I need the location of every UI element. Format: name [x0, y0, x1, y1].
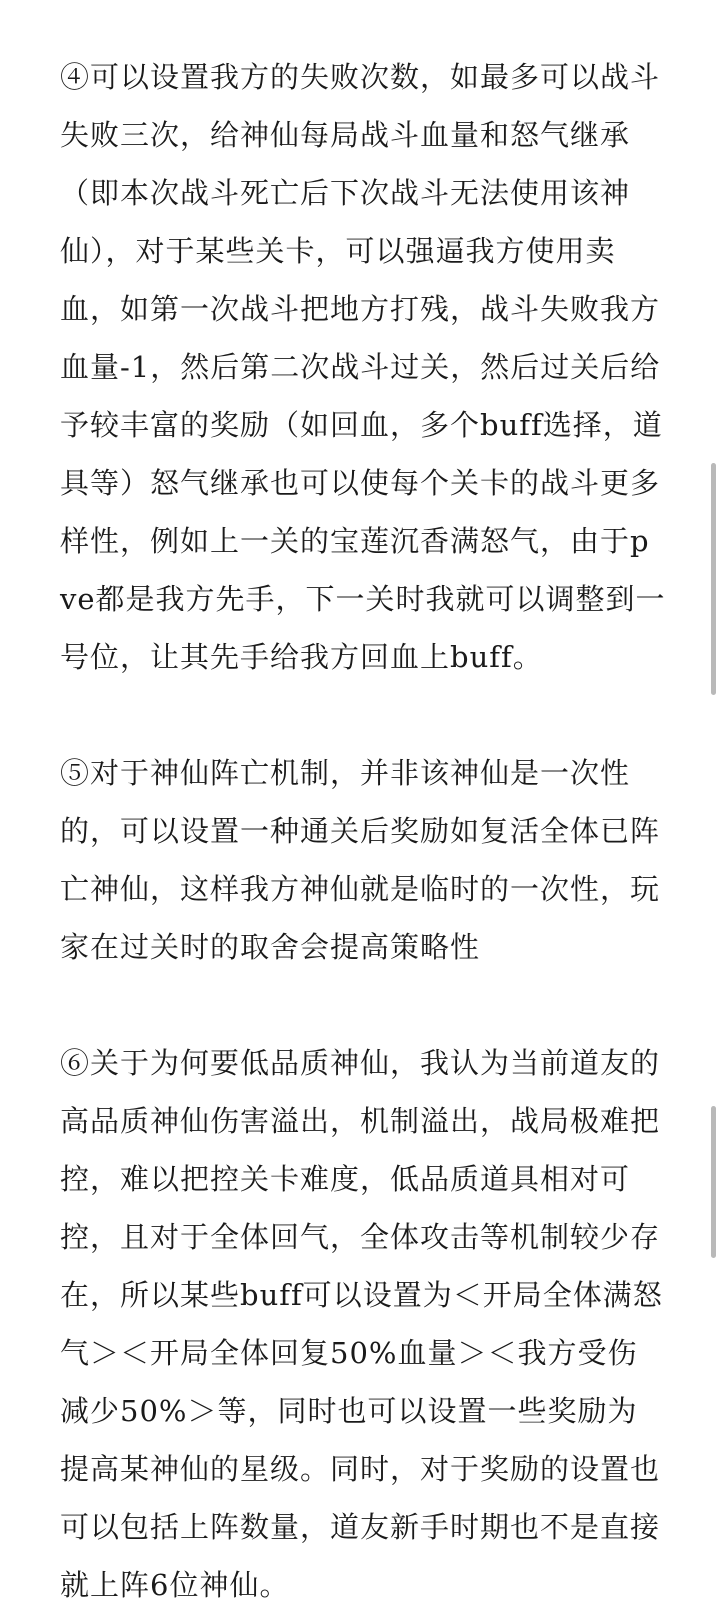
article-body [60, 48, 666, 1614]
paragraph-4: ④可以设置我方的失败次数，如最多可以战斗失败三次，给神仙每局战斗血量和怒气继承（即本次战斗死亡后下次战斗无法使用该神仙），对于某些关卡，可以强逼我方使用卖血，如第一次战斗把地方打残，战斗失败我方血量-1，然后第二次战斗过关，然后过关后给予较丰富的奖励（如回血，多个buff选择，道具等）怒气继承也可以使每个关卡的战斗更多样性，例如上一关的宝莲沉香满怒气，由于pve都是我方先手，下一关时我就可以调整到一号位，让其先手给我方回血上buff。 [60, 60, 666, 674]
paragraph-6: ⑥关于为何要低品质神仙，我认为当前道友的高品质神仙伤害溢出，机制溢出，战局极难把控，难以把控关卡难度，低品质道具相对可控，且对于全体回气，全体攻击等机制较少存在，所以某些buff可以设置为＜开局全体满怒气＞＜开局全体回复50%血量＞＜我方受伤减少50%＞等，同时也可以设置一些奖励为提高某神仙的星级。同时，对于奖励的设置也可以包括上阵数量，道友新手时期也不是直接就上阵6位神仙。 [60, 1046, 663, 1602]
paragraph-spacer [60, 686, 666, 744]
scrollbar-thumb[interactable] [711, 463, 716, 695]
scrollbar-thumb-secondary[interactable] [711, 1106, 716, 1258]
paragraph-5: ⑤对于神仙阵亡机制，并非该神仙是一次性的，可以设置一种通关后奖励如复活全体已阵亡神仙，这样我方神仙就是临时的一次性，玩家在过关时的取舍会提高策略性 [60, 756, 661, 964]
paragraph-spacer [60, 976, 666, 1034]
